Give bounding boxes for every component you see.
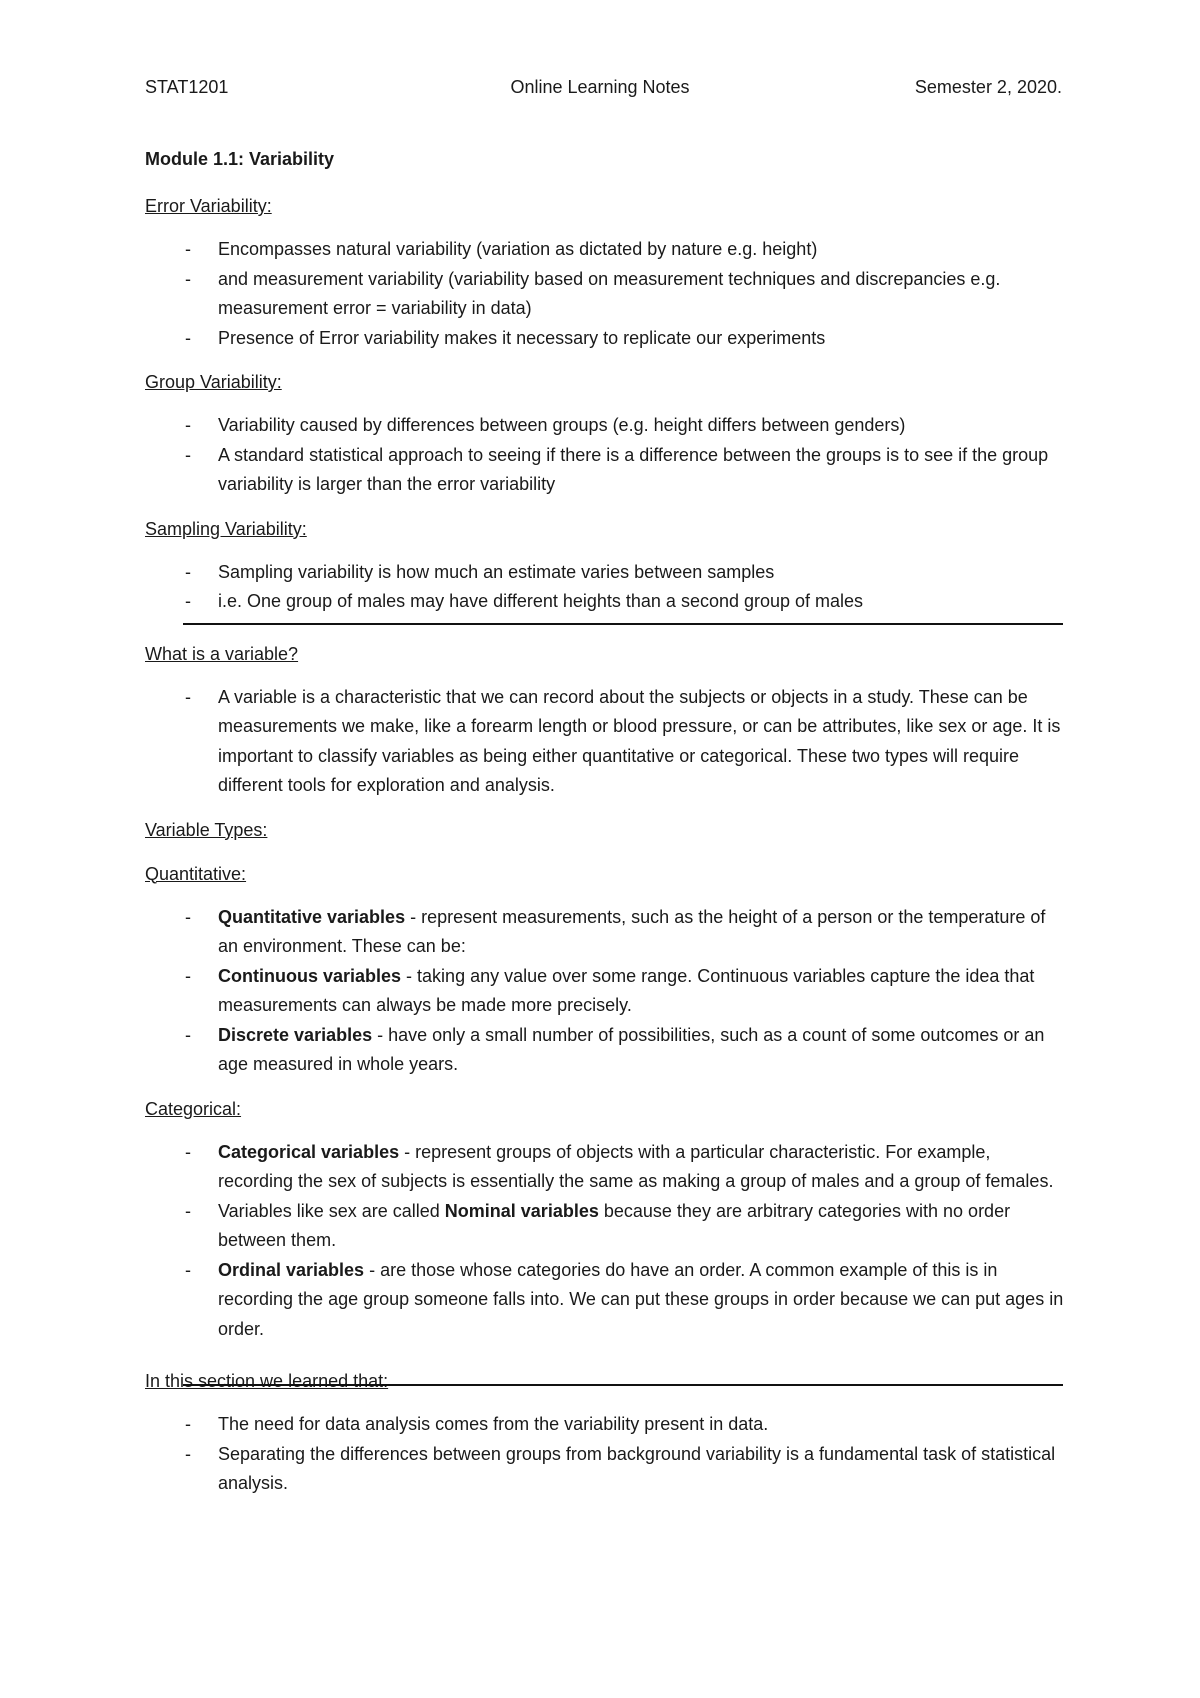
section-divider-rule <box>183 623 1063 625</box>
group-variability-list <box>145 411 1065 500</box>
categorical-list <box>145 1138 1065 1345</box>
list-item: - Sampling variability is how much an estimate varies between samples <box>185 561 775 582</box>
list-item: - Continuous variables - taking any value over some range. Continuous variables capture the idea that measurements can always be made more precisely. <box>185 965 1035 1015</box>
module-title: Module 1.1: Variability <box>145 149 335 169</box>
error-variability-list <box>145 235 1065 353</box>
summary-list <box>145 1410 1065 1499</box>
list-item: - A variable is a characteristic that we can record about the subjects or objects in a study. These can be measurements we make, like a forearm length or blood pressure, or can be attributes, like sex or age. It is important to classify variables as being either quantitative or categorical. These two types will require different tools for exploration and analysis. <box>185 686 1061 795</box>
what-is-variable-list <box>145 683 1065 801</box>
list-item: - A standard statistical approach to seeing if there is a difference between the groups is to see if the group variability is larger than the error variability <box>185 444 1049 494</box>
list-item: - Presence of Error variability makes it necessary to replicate our experiments <box>185 327 826 348</box>
list-item: - Separating the differences between groups from background variability is a fundamental task of statistical analysis. <box>185 1443 1056 1493</box>
summary-heading: In this section we learned that: <box>145 1371 389 1391</box>
header-semester: Semester 2, 2020. <box>914 77 1062 97</box>
quantitative-list <box>145 903 1065 1080</box>
list-item: - Variables like sex are called Nominal variables because they are arbitrary categories with no order between them. <box>185 1200 1011 1250</box>
variable-types-heading: Variable Types: <box>145 819 268 840</box>
what-is-variable-heading: What is a variable? <box>145 643 299 664</box>
list-item: - Categorical variables - represent groups of objects with a particular characteristic. For example, recording the sex of subjects is essentially the same as making a group of males and a group of females. <box>185 1141 1054 1191</box>
error-variability-heading: Error Variability: <box>145 196 272 216</box>
list-item: - and measurement variability (variability based on measurement techniques and discrepancies e.g. measurement error = variability in data) <box>185 268 1001 318</box>
list-item: - Quantitative variables - represent measurements, such as the height of a person or the temperature of an environment. These can be: <box>185 906 1046 956</box>
list-item: - The need for data analysis comes from the variability present in data. <box>185 1414 769 1434</box>
list-item: - Ordinal variables - are those whose categories do have an order. A common example of this is in recording the age group someone falls into. We can put these groups in order because we can put ages in order. <box>185 1259 1064 1339</box>
header-title: Online Learning Notes <box>510 77 690 97</box>
section-divider-rule <box>183 1384 1063 1386</box>
categorical-heading: Categorical: <box>145 1098 242 1119</box>
header-course-code: STAT1201 <box>145 77 229 97</box>
list-item: - Discrete variables - have only a small number of possibilities, such as a count of some outcomes or an age measured in whole years. <box>185 1024 1045 1074</box>
list-item: - Variability caused by differences between groups (e.g. height differs between genders) <box>185 415 906 435</box>
list-item: - Encompasses natural variability (variation as dictated by nature e.g. height) <box>185 239 818 259</box>
list-item: - i.e. One group of males may have different heights than a second group of males <box>185 591 864 611</box>
sampling-variability-list <box>145 558 1065 617</box>
document-body <box>145 148 1065 1499</box>
quantitative-heading: Quantitative: <box>145 863 247 884</box>
sampling-variability-heading: Sampling Variability: <box>145 518 307 539</box>
group-variability-heading: Group Variability: <box>145 372 282 392</box>
